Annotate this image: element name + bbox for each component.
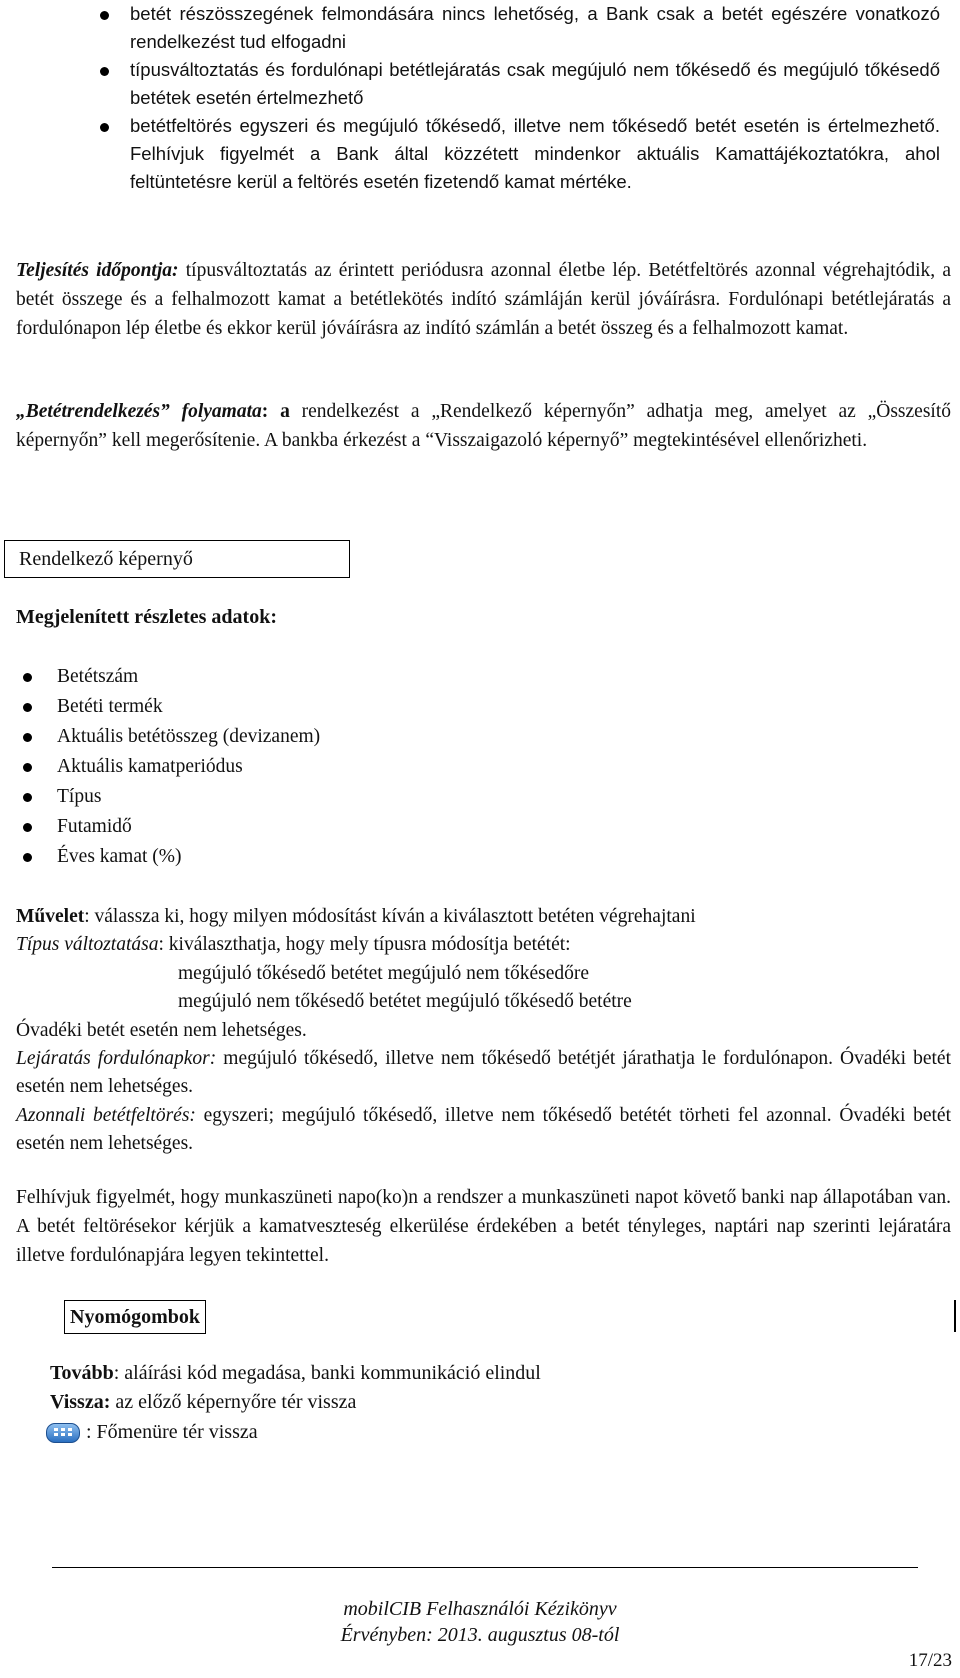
list-item [16, 842, 320, 872]
teljesites-label: Teljesítés időpontja: [16, 260, 179, 281]
teljesites-paragraph [16, 256, 951, 343]
list-item [16, 752, 320, 782]
tipus-line [16, 931, 951, 959]
list-item-text: Aktuális betétösszeg (devizanem) [57, 726, 321, 747]
tovabb-line [50, 1358, 541, 1388]
list-item [16, 692, 320, 722]
folyamat-colon: : a [261, 401, 290, 422]
folyamat-paragraph [16, 397, 951, 455]
bullet-dot [23, 703, 32, 712]
tipus-option-1: megújuló tőkésedő betétet megújuló nem tőkésedőre [178, 963, 590, 984]
home-line [46, 1417, 258, 1447]
azonnali-paragraph [16, 1102, 951, 1158]
page-number: 17/23 [908, 1650, 952, 1671]
bullet-dot [100, 11, 109, 20]
vissza-line [50, 1387, 356, 1417]
bullet-dot [100, 123, 109, 132]
vissza-text: az előző képernyőre tér vissza [110, 1391, 357, 1413]
screen-title: Rendelkező képernyő [4, 540, 350, 578]
bullet-dot [23, 733, 32, 742]
footer-title: mobilCIB Felhasználói Kézikönyv [343, 1598, 617, 1620]
muvelet-text: : válassza ki, hogy milyen módosítást kíván a kiválasztott betéten végrehajtani [84, 906, 696, 927]
lejaratas-paragraph [16, 1045, 951, 1101]
home-menu-icon [46, 1423, 80, 1443]
bullet-item: betétfeltörés egyszeri és megújuló tőkésedő, illetve nem tőkésedő betét esetén is értelmezhető. Felhívjuk figyelmét a Bank által közzétett mindenkor aktuális Kamattájékoztatókra, ahol feltüntetésre kerül a feltörés esetén fizetendő kamat mértéke. [130, 115, 940, 192]
teljesites-text: típusváltoztatás az érintett periódusra azonnal életbe lép. Betétfeltörés azonnal végrehajtódik, a betét összege és a felhalmozott kamat a betétlekötés indító számláján kerül jóváírásra. Fordulónapi betétlejáratás a fordulónapon lép életbe és ekkor kerül jóváírásra az indító számlán a betét összeg és a felhalmozott kamat. [16, 260, 952, 339]
list-item [16, 722, 320, 752]
lejaratas-label: Lejáratás fordulónapkor: [16, 1048, 217, 1069]
list-item [16, 662, 320, 692]
bullet-dot [23, 823, 32, 832]
home-text: : Főmenüre tér vissza [86, 1421, 258, 1443]
details-list [16, 662, 320, 872]
vissza-label: Vissza: [50, 1391, 111, 1413]
azonnali-label: Azonnali betétfeltörés: [16, 1105, 196, 1126]
list-item-text: Betéti termék [57, 696, 163, 717]
bullet-dot [23, 853, 32, 862]
details-heading: Megjelenített részletes adatok: [16, 606, 277, 628]
bullet-dot [23, 673, 32, 682]
footer-rule [52, 1567, 918, 1568]
tovabb-label: Tovább [50, 1362, 114, 1384]
tovabb-text: : aláírási kód megadása, banki kommunikáció elindul [113, 1362, 541, 1384]
bullet-dot [23, 793, 32, 802]
folyamat-label: „Betétrendelkezés” folyamata [16, 401, 262, 422]
list-item [16, 782, 320, 812]
tipus-text: : kiválaszthatja, hogy mely típusra módosítja betétét: [158, 934, 571, 955]
footer-validity: Érvényben: 2013. augusztus 08-tól [340, 1624, 620, 1646]
buttons-title: Nyomógombok [64, 1300, 206, 1334]
bullet-dot [23, 763, 32, 772]
list-item-text: Aktuális kamatperiódus [57, 756, 243, 777]
list-item-text: Típus [57, 786, 102, 807]
azonnali-text: egyszeri; megújuló tőkésedő, illetve nem tőkésedő betétét törheti fel azonnal. Óvadéki betét esetén nem lehetséges. [16, 1105, 951, 1154]
tipus-note: Óvadéki betét esetén nem lehetséges. [16, 1020, 307, 1041]
folyamat-text: rendelkezést a „Rendelkező képernyőn” adhatja meg, amelyet az „Összesítő képernyőn” kell megerősítenie. A bankba érkezést a “Visszaigazoló képernyő” megtekintésével ellenőrizheti. [16, 401, 952, 451]
tipus-label: Típus változtatása [16, 934, 159, 955]
muvelet-line [16, 903, 951, 931]
list-item-text: Éves kamat (%) [57, 846, 182, 867]
margin-bar [954, 1300, 956, 1332]
muvelet-label: Művelet [16, 906, 85, 927]
bullet-dot [100, 67, 109, 76]
notice-paragraph: Felhívjuk figyelmét, hogy munkaszüneti napo(ko)n a rendszer a munkaszüneti napot követő banki nap állapotában van. A betét feltörésekor kérjük a kamatveszteség elkerülése érdekében a betét tényleges, naptári nap szerinti lejáratára illetve fordulónapjára legyen tekintettel. [16, 1187, 951, 1266]
tipus-option-2: megújuló nem tőkésedő betétet megújuló tőkésedő betétre [178, 991, 632, 1012]
bullet-item: típusváltoztatás és fordulónapi betétlejáratás csak megújuló nem tőkésedő és megújuló tőkésedő betétek esetén értelmezhető [130, 59, 940, 108]
list-item [16, 812, 320, 842]
bullet-item: betét részösszegének felmondására nincs lehetőség, a Bank csak a betét egészére vonatkozó rendelkezést tud elfogadni [130, 3, 940, 52]
list-item-text: Futamidő [57, 816, 132, 837]
lejaratas-text: megújuló tőkésedő, illetve nem tőkésedő betétjét járathatja le fordulónapon. Óvadéki betét esetén nem lehetséges. [16, 1048, 952, 1097]
list-item-text: Betétszám [57, 666, 139, 687]
